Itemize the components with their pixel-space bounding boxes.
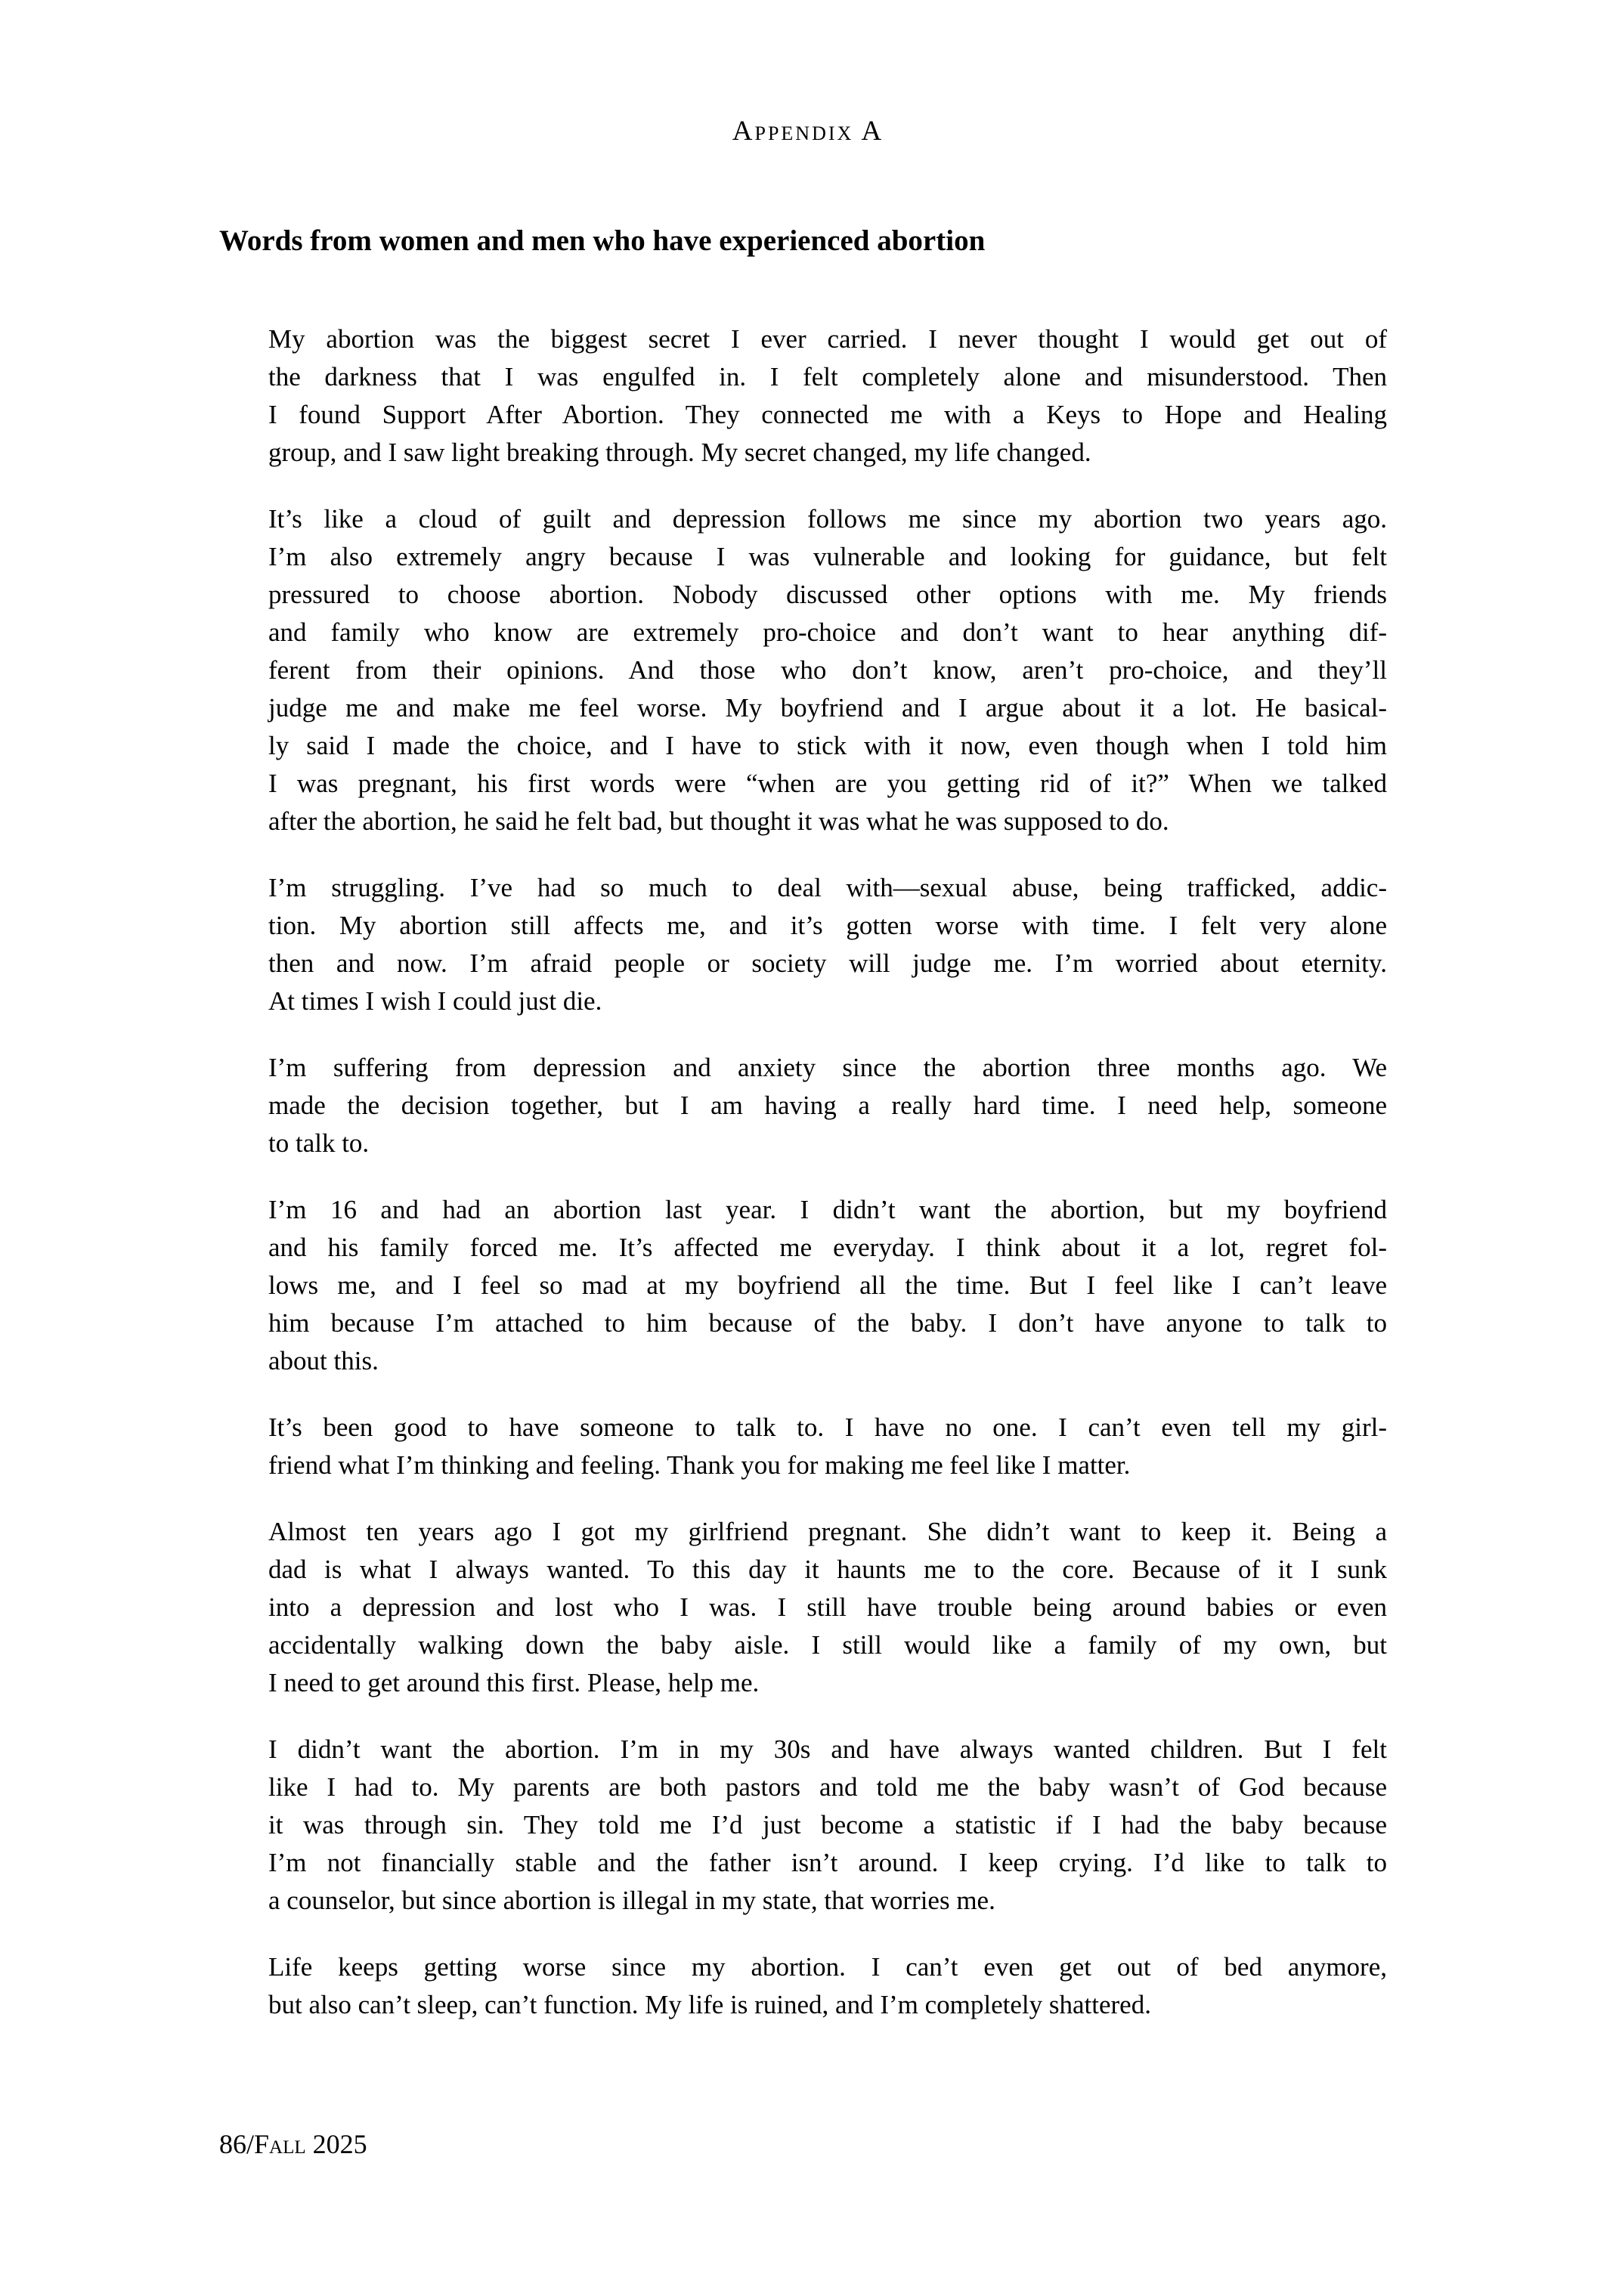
paragraph-line: but also can’t sleep, can’t function. My life is ruined, and I’m completely shattered. — [268, 1990, 1151, 2019]
paragraph-line: At times I wish I could just die. — [268, 986, 602, 1016]
paragraph-line: I’m 16 and had an abortion last year. I didn’t want the abortion, but my boyfriend — [268, 1195, 1387, 1224]
paragraph-line: into a depression and lost who I was. I still have trouble being around babies or even — [268, 1592, 1387, 1622]
paragraph-line: and his family forced me. It’s affected me everyday. I think about it a lot, regret fol- — [268, 1233, 1387, 1262]
paragraph-line: I need to get around this first. Please, help me. — [268, 1668, 760, 1697]
paragraph-line: I found Support After Abortion. They connected me with a Keys to Hope and Healing — [268, 400, 1387, 429]
paragraph-line: tion. My abortion still affects me, and it’s gotten worse with time. I felt very alone — [268, 911, 1387, 940]
paragraph-line: a counselor, but since abortion is illegal in my state, that worries me. — [268, 1886, 995, 1915]
paragraph — [268, 1191, 1387, 1380]
paragraph — [268, 1513, 1387, 1702]
paragraph-line: ly said I made the choice, and I have to stick with it now, even though when I told him — [268, 731, 1387, 760]
paragraph — [268, 1049, 1387, 1162]
paragraph-line: I’m suffering from depression and anxiety since the abortion three months ago. We — [268, 1053, 1387, 1082]
paragraph-line: made the decision together, but I am having a really hard time. I need help, someone — [268, 1091, 1387, 1120]
paragraph — [268, 869, 1387, 1020]
paragraph-line: I didn’t want the abortion. I’m in my 30s and have always wanted children. But I felt — [268, 1734, 1387, 1764]
paragraph-line: Life keeps getting worse since my abortion. I can’t even get out of bed anymore, — [268, 1952, 1387, 1982]
paragraph — [268, 500, 1387, 840]
paragraph-line: about this. — [268, 1346, 379, 1375]
paragraph-line: friend what I’m thinking and feeling. Thank you for making me feel like I matter. — [268, 1450, 1131, 1480]
paragraph-line: the darkness that I was engulfed in. I felt completely alone and misunderstood. Then — [268, 362, 1387, 391]
paragraph-line: I’m also extremely angry because I was vulnerable and looking for guidance, but felt — [268, 542, 1387, 571]
paragraph-line: then and now. I’m afraid people or society will judge me. I’m worried about eternity. — [268, 948, 1387, 978]
paragraph-line: I’m not financially stable and the father isn’t around. I keep crying. I’d like to talk to — [268, 1848, 1387, 1877]
paragraph — [268, 1409, 1387, 1484]
paragraph — [268, 320, 1387, 472]
paragraph — [268, 1948, 1387, 2024]
paragraph-line: like I had to. My parents are both pastors and told me the baby wasn’t of God because — [268, 1772, 1387, 1802]
page-footer: 86/Fall 2025 — [219, 2129, 367, 2159]
paragraph-line: accidentally walking down the baby aisle. I still would like a family of my own, but — [268, 1630, 1387, 1660]
running-header: Appendix A — [732, 116, 884, 147]
paragraph-line: My abortion was the biggest secret I ever carried. I never thought I would get out of — [268, 324, 1387, 354]
paragraph-line: to talk to. — [268, 1128, 370, 1158]
paragraph-line: after the abortion, he said he felt bad, but thought it was what he was supposed to do. — [268, 806, 1169, 836]
paragraph-line: It’s been good to have someone to talk to. I have no one. I can’t even tell my girl- — [268, 1413, 1387, 1442]
paragraph-line: Almost ten years ago I got my girlfriend pregnant. She didn’t want to keep it. Being a — [268, 1517, 1387, 1546]
paragraph-line: group, and I saw light breaking through. My secret changed, my life changed. — [268, 438, 1091, 467]
paragraph-line: pressured to choose abortion. Nobody discussed other options with me. My friends — [268, 580, 1387, 609]
paragraph-line: I’m struggling. I’ve had so much to deal with—sexual abuse, being trafficked, addic- — [268, 873, 1387, 902]
paragraph-line: judge me and make me feel worse. My boyfriend and I argue about it a lot. He basical- — [268, 693, 1387, 723]
paragraph — [268, 1731, 1387, 1920]
page-title: Words from women and men who have experienced abortion — [219, 224, 986, 257]
paragraph-line: I was pregnant, his first words were “when are you getting rid of it?” When we talked — [268, 769, 1387, 798]
paragraph-line: It’s like a cloud of guilt and depression follows me since my abortion two years ago. — [268, 504, 1387, 534]
paragraph-list — [268, 320, 1387, 2024]
paragraph-line: ferent from their opinions. And those who don’t know, aren’t pro-choice, and they’ll — [268, 655, 1387, 685]
paragraph-line: dad is what I always wanted. To this day it haunts me to the core. Because of it I sunk — [268, 1555, 1387, 1584]
paragraph-line: and family who know are extremely pro-choice and don’t want to hear anything dif- — [268, 617, 1387, 647]
paragraph-line: him because I’m attached to him because of the baby. I don’t have anyone to talk to — [268, 1308, 1387, 1338]
paragraph-line: lows me, and I feel so mad at my boyfriend all the time. But I feel like I can’t leave — [268, 1270, 1387, 1300]
paragraph-line: it was through sin. They told me I’d just become a statistic if I had the baby because — [268, 1810, 1387, 1840]
